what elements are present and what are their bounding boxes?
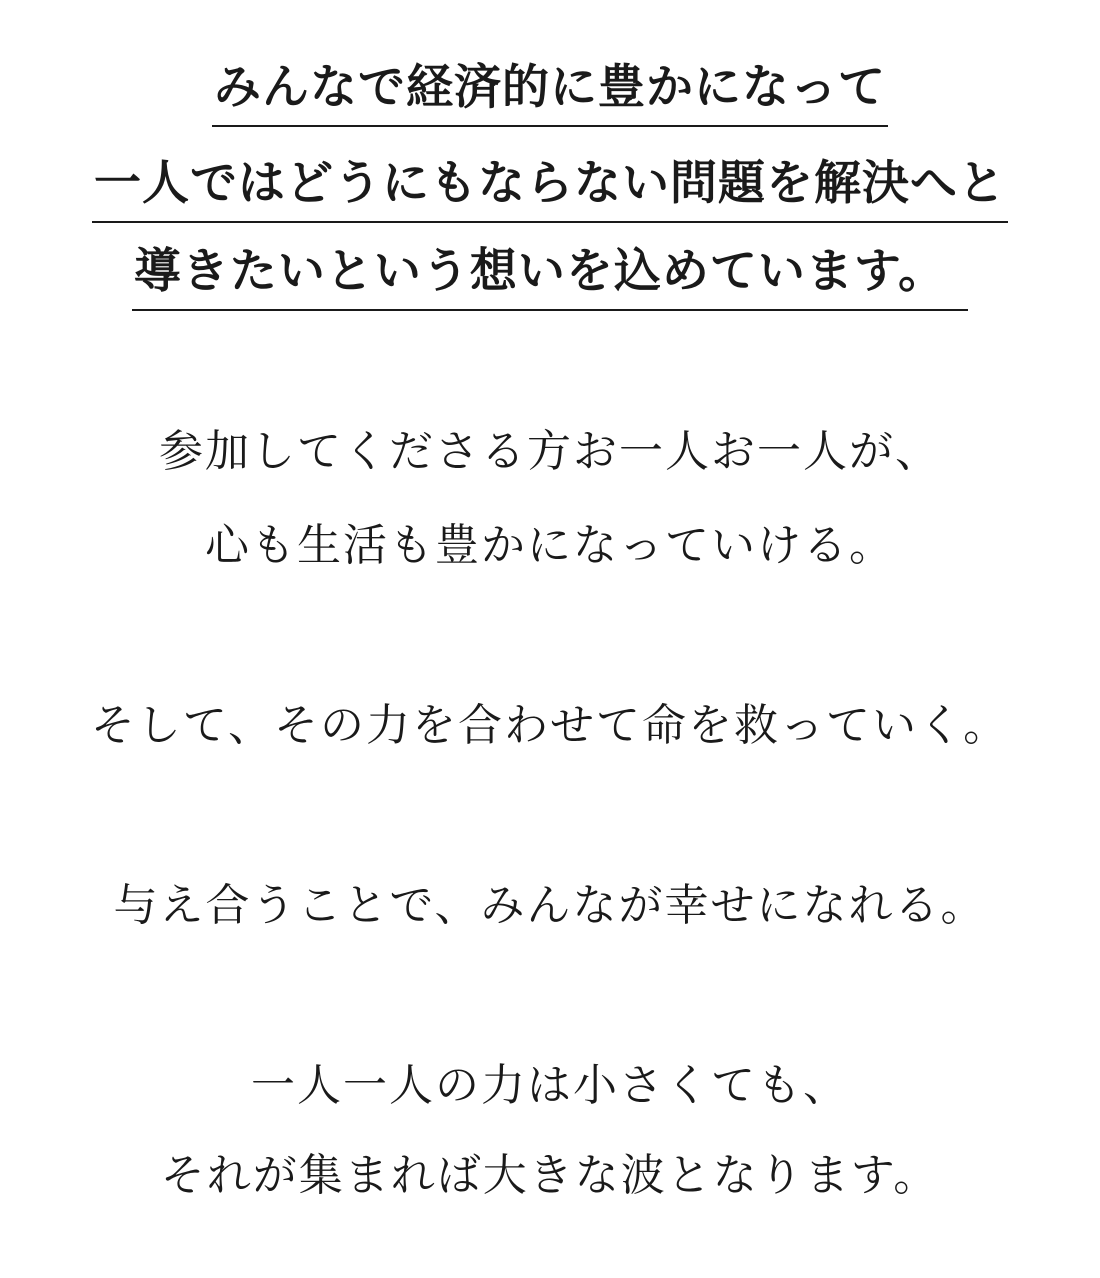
paragraph-1-line-2: 心も生活も豊かになっていける。 bbox=[205, 520, 895, 571]
headline-line-1: みんなで経済的に豊かになって bbox=[212, 64, 888, 127]
headline-line-3-row bbox=[0, 244, 1100, 311]
paragraph-1-line-1: 参加してくださる方お一人お一人が、 bbox=[159, 426, 941, 477]
headline-line-2-row bbox=[0, 156, 1100, 223]
headline-line-3: 導きたいという想いを込めています。 bbox=[132, 248, 968, 311]
paragraph-2-line-1: そして、その力を合わせて命を救っていく。 bbox=[90, 700, 1010, 751]
headline-line-2: 一人ではどうにもならない問題を解決へと bbox=[92, 160, 1008, 223]
paragraph-4-line-1: 一人一人の力は小さくても、 bbox=[251, 1060, 849, 1111]
headline-line-1-row bbox=[0, 60, 1100, 127]
paragraph-3-line-1: 与え合うことで、みんなが幸せになれる。 bbox=[113, 880, 987, 931]
paragraph-4-line-2: それが集まれば大きな波となります。 bbox=[160, 1150, 940, 1201]
